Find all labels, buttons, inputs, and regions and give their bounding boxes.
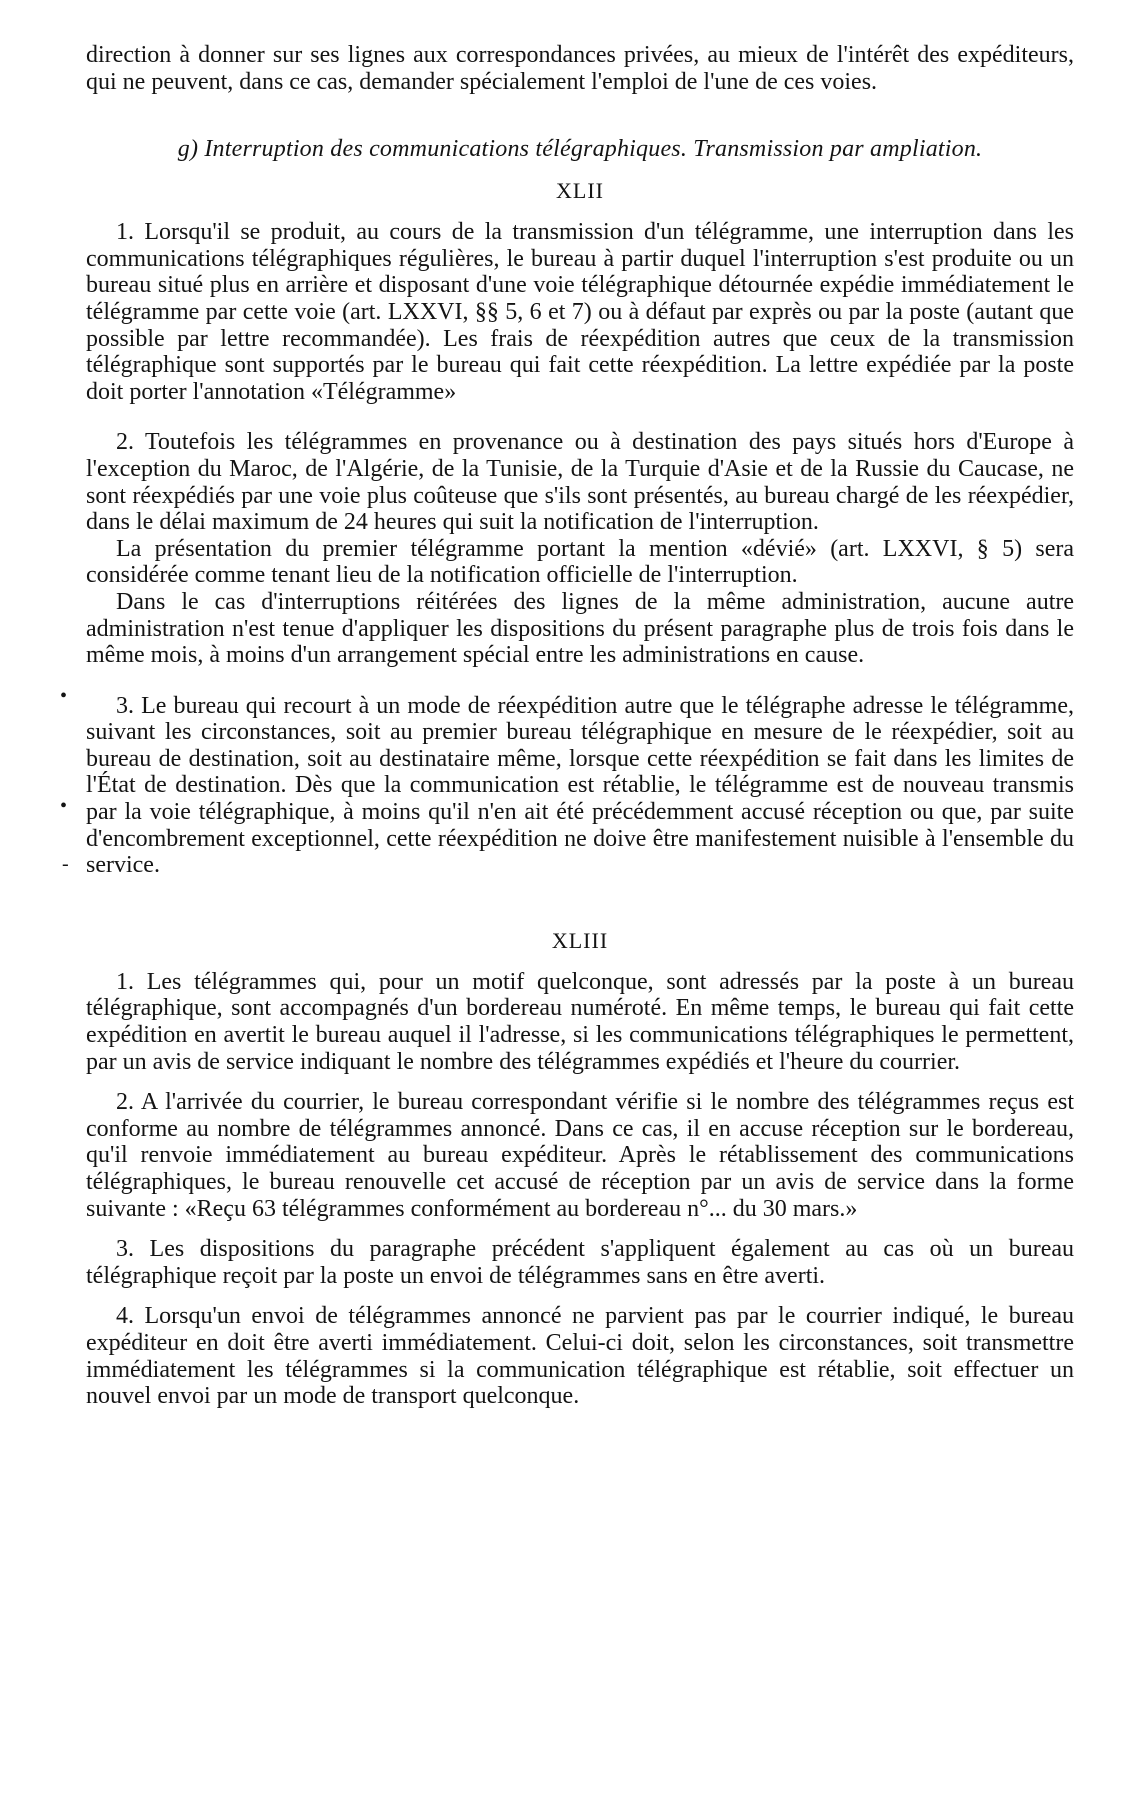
section-heading: g) Interruption des communications télégraphiques. Transmission par ampliation. bbox=[177, 136, 983, 163]
article-42-paragraph-2: 2. Toutefois les télégrammes en provenance ou à destination des pays situés hors d'Europe à l'exception du Maroc, de l'Algérie, de la Tunisie, de la Turquie d'Asie et de la Russie du Caucase, ne sont réexpédiés par une voie plus coûteuse que s'ils sont présentés, au bureau chargé de les réexpédier, dans le délai maximum de 24 heures qui suit la notification de l'interruption. bbox=[86, 429, 1074, 536]
article-43-paragraph-1: 1. Les télégrammes qui, pour un motif quelconque, sont adressés par la poste à un bureau télégraphique, sont accompagnés d'un bordereau numéroté. En même temps, le bureau qui fait cette expédition en avertit le bureau auquel il l'adresse, si les communications télégraphiques le permettent, par un avis de service indiquant le nombre des télégrammes expédiés et l'heure du courrier. bbox=[86, 968, 1074, 1075]
margin-dash-mark: - bbox=[62, 853, 69, 875]
article-42-paragraph-2c: Dans le cas d'interruptions réitérées des lignes de la même administration, aucune autre administration n'est tenue d'appliquer les dispositions du présent paragraphe plus de trois fois dans le même mois, à moins d'un arrangement spécial entre les administrations en cause. bbox=[86, 588, 1074, 669]
article-43-paragraph-3: 3. Les dispositions du paragraphe précédent s'appliquent également au cas où un bureau télégraphique reçoit par la poste un envoi de télégrammes sans en être averti. bbox=[86, 1236, 1074, 1289]
article-43-paragraph-2: 2. A l'arrivée du courrier, le bureau correspondant vérifie si le nombre des télégrammes reçus est conforme au nombre de télégrammes annoncé. Dans ce cas, il en accuse réception sur le bordereau, qu'il renvoie immédiatement au bureau expéditeur. Après le rétablissement des communications télégraphiques, le bureau renouvelle cet accusé de réception par un avis de service dans la forme suivante : «Reçu 63 télégrammes conformément au bordereau n°... du 30 mars.» bbox=[86, 1089, 1074, 1222]
margin-dot-mark: • bbox=[60, 795, 68, 817]
page-body bbox=[86, 42, 1074, 1410]
margin-dot-mark: • bbox=[60, 685, 68, 707]
intro-paragraph: direction à donner sur ses lignes aux correspondances privées, au mieux de l'intérêt des expéditeurs, qui ne peuvent, dans ce cas, demander spécialement l'emploi de l'une de ces voies. bbox=[86, 42, 1074, 95]
article-42-paragraph-3: 3. Le bureau qui recourt à un mode de réexpédition autre que le télégraphe adresse le télégramme, suivant les circonstances, soit au premier bureau télégraphique en mesure de le réexpédier, soit au bureau de destination, soit au destinataire même, lorsque cette réexpédition se fait dans les limites de l'État de destination. Dès que la communication est rétablie, le télégramme est de nouveau transmis par la voie télégraphique, à moins qu'il n'en ait été précédemment accusé réception ou que, par suite d'encombrement exceptionnel, cette réexpédition ne doive être manifestement nuisible à l'ensemble du service. bbox=[86, 692, 1074, 879]
article-numeral-42: XLII bbox=[556, 178, 604, 204]
article-42-paragraph-1: 1. Lorsqu'il se produit, au cours de la transmission d'un télégramme, une interruption dans les communications télégraphiques régulières, le bureau à partir duquel l'interruption s'est produite ou un bureau situé plus en arrière et disposant d'une voie télégraphique détournée expédie immédiatement le télégramme par cette voie (art. LXXVI, §§ 5, 6 et 7) ou à défaut par exprès ou par la poste (autant que possible par lettre recommandée). Les frais de réexpédition autres que ceux de la transmission télégraphique sont supportés par le bureau qui fait cette réexpédition. La lettre expédiée par la poste doit porter l'annotation «Télégramme» bbox=[86, 219, 1074, 405]
article-43-paragraph-4: 4. Lorsqu'un envoi de télégrammes annoncé ne parvient pas par le courrier indiqué, le bureau expéditeur en doit être averti immédiatement. Celui-ci doit, selon les circonstances, soit transmettre immédiatement les télégrammes si la communication télégraphique est rétablie, soit effectuer un nouvel envoi par un mode de transport quelconque. bbox=[86, 1303, 1074, 1410]
article-numeral-43: XLIII bbox=[551, 927, 609, 953]
article-42-paragraph-2b: La présentation du premier télégramme portant la mention «dévié» (art. LXXVI, § 5) sera considérée comme tenant lieu de la notification officielle de l'interruption. bbox=[86, 535, 1074, 589]
